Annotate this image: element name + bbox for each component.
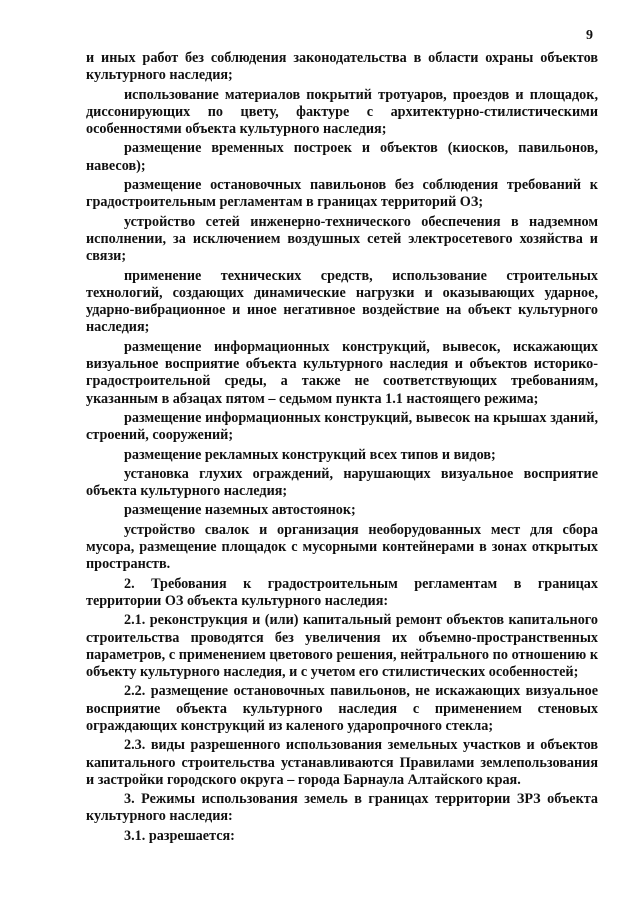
paragraph: 2.1. реконструкция и (или) капитальный ремонт объектов капитального строительства проводятся без увеличения их объемно-пространственных параметров, с применением цветового решения, нейтрального по отношению к объекту культурного наследия, и с учетом его стилистических особенностей; (86, 612, 598, 681)
paragraph: 2.2. размещение остановочных павильонов, не искажающих визуальное восприятие объекта культурного наследия с применением стеновых ограждающих конструкций из каленого ударопрочного стекла; (86, 683, 598, 734)
paragraph: и иных работ без соблюдения законодательства в области охраны объектов культурного наследия; (86, 50, 598, 84)
paragraph: размещение временных построек и объектов (киосков, павильонов, навесов); (86, 140, 598, 174)
page-number: 9 (586, 28, 593, 43)
paragraph: использование материалов покрытий тротуаров, проездов и площадок, диссонирующих по цвету, фактуре с архитектурно-стилистическими особенностями объекта культурного наследия; (86, 86, 598, 138)
paragraph: размещение рекламных конструкций всех типов и видов; (124, 446, 496, 463)
paragraph: устройство свалок и организация необорудованных мест для сбора мусора, размещение площадок с мусорными контейнерами в зонах открытых пространств. (86, 521, 598, 573)
document-body (86, 50, 598, 847)
paragraph: 3.1. разрешается: (124, 827, 235, 844)
paragraph: применение технических средств, использование строительных технологий, создающих динамические нагрузки и оказывающих ударное, ударно-вибрационное и иное негативное воздействие на объект культурного наследия; (86, 267, 598, 336)
paragraph: 2.3. виды разрешенного использования земельных участков и объектов капитального строительства устанавливаются Правилами землепользования и застройки городского округа – города Барнаула Алтайского края. (86, 737, 598, 788)
paragraph: размещение информационных конструкций, вывесок на крышах зданий, строений, сооружений; (86, 409, 598, 444)
section-heading: 2. Требования к градостроительным регламентам в границах территории ОЗ объекта культурного наследия: (86, 575, 598, 609)
paragraph: размещение остановочных павильонов без соблюдения требований к градостроительным регламентам в границах территорий ОЗ; (86, 177, 598, 211)
paragraph: размещение информационных конструкций, вывесок, искажающих визуальное восприятие объекта культурного наследия и объектов историко-градостроительной среды, а также не соответствующих требованиям, указанным в абзацах пятом – седьмом пункта 1.1 настоящего режима; (86, 338, 598, 407)
paragraph: установка глухих ограждений, нарушающих визуальное восприятие объекта культурного наследия; (86, 465, 598, 500)
paragraph: устройство сетей инженерно-технического обеспечения в надземном исполнении, за исключением воздушных сетей электросетевого хозяйства и связи; (86, 213, 598, 265)
section-heading: 3. Режимы использования земель в границах территории ЗРЗ объекта культурного наследия: (86, 791, 598, 825)
paragraph: размещение наземных автостоянок; (124, 502, 356, 519)
